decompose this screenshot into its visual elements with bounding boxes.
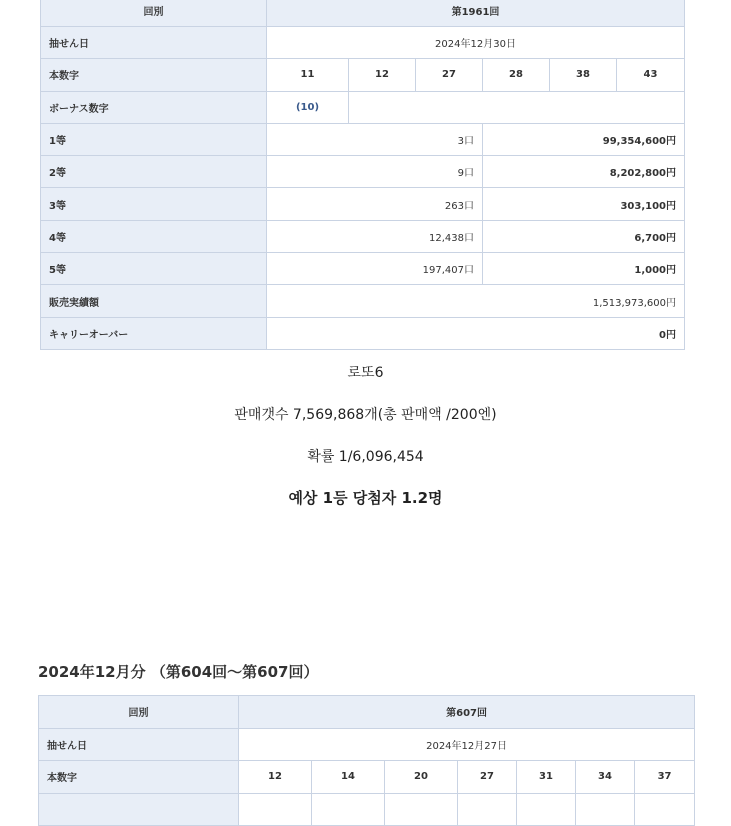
sales-label: 販売実績額 [41,285,267,317]
table-row [39,761,695,794]
draw-date-label: 抽せん日 [41,27,267,59]
carryover-value: 0円 [267,317,685,349]
table-row [41,27,685,59]
lotto6-result-table [40,0,685,350]
table-row [41,317,685,349]
prize-rank: 1等 [41,123,267,155]
carryover-label: キャリーオーバー [41,317,267,349]
round-value: 第1961回 [267,0,685,27]
loto7-result-table [38,695,695,826]
table-row [41,59,685,91]
round-value: 第607回 [239,696,695,729]
table-row [41,156,685,188]
partial-cell [635,793,695,826]
prize-rank: 5等 [41,253,267,285]
table-row [41,0,685,27]
prize-amount: 303,100円 [483,188,685,220]
main-numbers-label: 本数字 [39,761,239,794]
main-number: 34 [576,761,635,794]
main-number: 11 [267,59,349,91]
sales-value: 1,513,973,600円 [267,285,685,317]
prize-winners: 12,438口 [267,220,483,252]
prize-winners: 197,407口 [267,253,483,285]
draw-date: 2024年12月27日 [239,728,695,761]
draw-date: 2024年12月30日 [267,27,685,59]
main-number: 37 [635,761,695,794]
table-row [41,123,685,155]
partial-row-label [39,793,239,826]
partial-cell [458,793,517,826]
main-number: 20 [385,761,458,794]
table-row [39,793,695,826]
partial-cell [239,793,312,826]
month-heading: 2024年12月分 （第604回～第607回） [38,663,319,681]
probability-note: 확률 1/6,096,454 [307,449,424,465]
bonus-number: (10) [267,91,349,123]
table-row [41,285,685,317]
main-number: 31 [517,761,576,794]
table-row [41,220,685,252]
partial-cell [385,793,458,826]
prize-winners: 3口 [267,123,483,155]
sales-count-note: 판매갯수 7,569,868개(총 판매액 /200엔) [234,407,497,423]
table-row [39,728,695,761]
prize-amount: 8,202,800円 [483,156,685,188]
main-number: 12 [349,59,416,91]
round-label: 回別 [41,0,267,27]
main-number: 27 [458,761,517,794]
partial-cell [576,793,635,826]
table-row [41,91,685,123]
round-label: 回別 [39,696,239,729]
prize-winners: 9口 [267,156,483,188]
game-name: 로또6 [347,365,384,381]
table-row [41,188,685,220]
prize-rank: 4等 [41,220,267,252]
prize-amount: 6,700円 [483,220,685,252]
main-number: 28 [483,59,550,91]
prize-amount: 1,000円 [483,253,685,285]
main-number: 38 [550,59,617,91]
main-numbers-label: 本数字 [41,59,267,91]
partial-cell [312,793,385,826]
bonus-label: ボーナス数字 [41,91,267,123]
draw-date-label: 抽せん日 [39,728,239,761]
main-number: 43 [617,59,685,91]
main-number: 12 [239,761,312,794]
main-number: 14 [312,761,385,794]
partial-cell [517,793,576,826]
prize-rank: 3等 [41,188,267,220]
expected-winners-note: 예상 1등 당첨자 1.2명 [288,489,443,507]
prize-amount: 99,354,600円 [483,123,685,155]
empty-cell [349,91,685,123]
table-row [41,253,685,285]
table-row [39,696,695,729]
main-number: 27 [416,59,483,91]
prize-winners: 263口 [267,188,483,220]
prize-rank: 2等 [41,156,267,188]
